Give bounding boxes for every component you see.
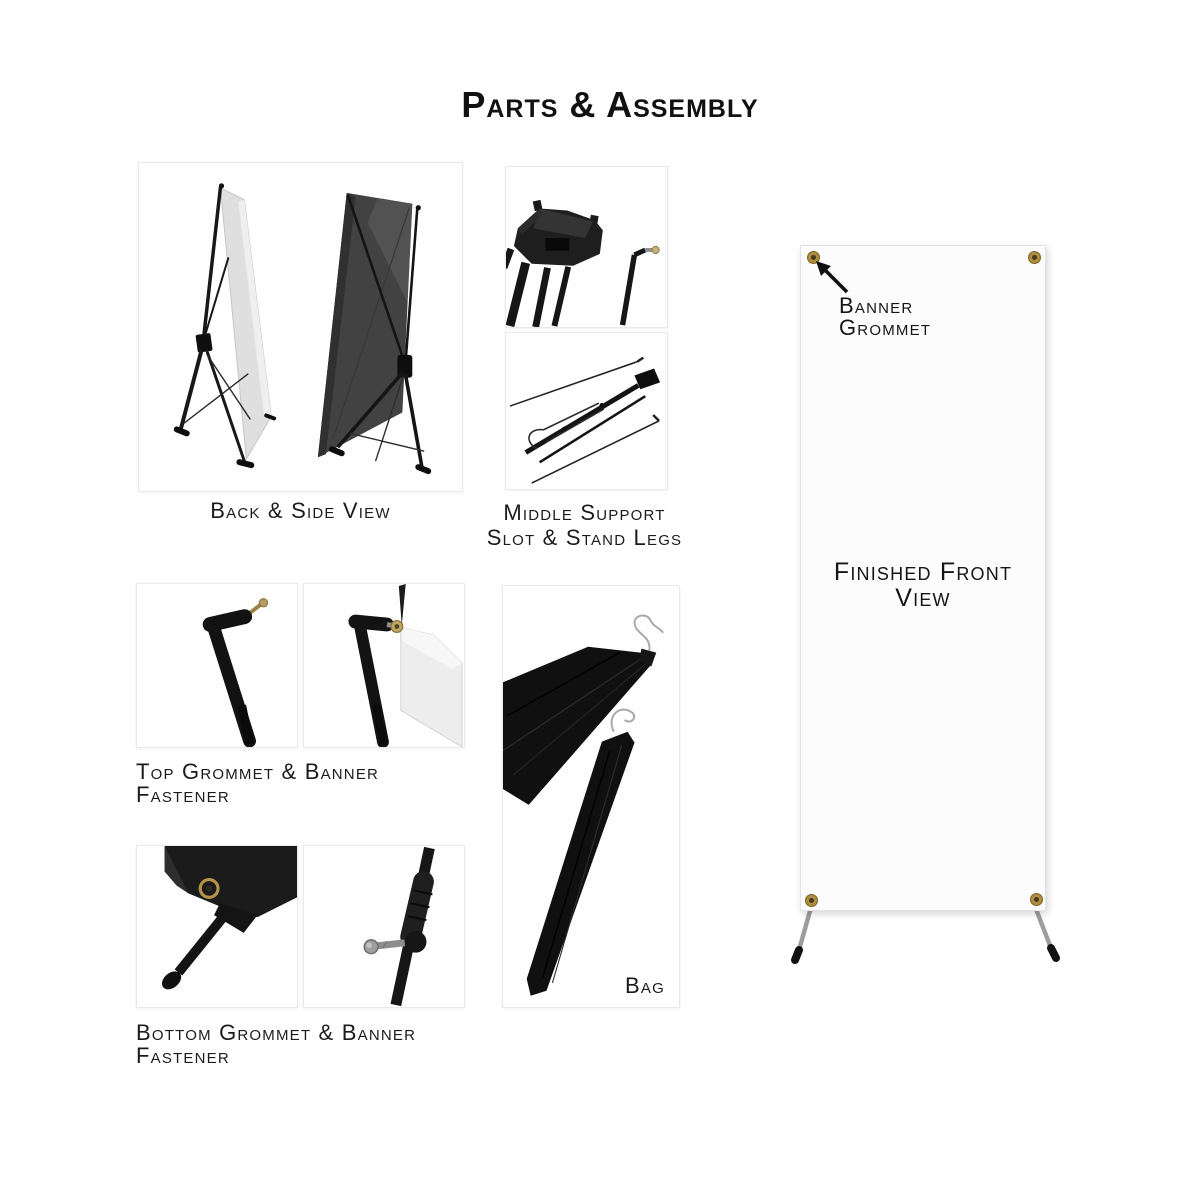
banner-corner: [399, 584, 462, 747]
arrow-icon: [811, 258, 855, 298]
stand-leg-foot: [158, 911, 227, 993]
banner-bottom-corner: [165, 846, 297, 933]
drawstring: [612, 710, 635, 732]
middle-support-illustration: [506, 167, 667, 327]
bag-photo: [502, 585, 680, 1008]
banner-stand-back-side-illustration: [139, 163, 462, 491]
stand-legs-illustration: [506, 333, 667, 489]
top-fastener-photo: [136, 583, 298, 748]
middle-support-hub: [506, 200, 603, 327]
finished-front-caption: [801, 559, 1045, 611]
top-grommet-caption: [136, 760, 379, 806]
side-view-stand: [177, 183, 274, 465]
finished-banner: [800, 245, 1046, 911]
bottom-grommet-photo: [136, 845, 298, 1008]
grommet-icon: [805, 894, 818, 907]
bag-caption: Bag: [625, 973, 665, 998]
grommet-icon: [1030, 893, 1043, 906]
caption-line: Top Grommet & Banner: [136, 759, 380, 784]
caption-line: Fastener: [136, 782, 230, 807]
stand-legs-bundle: [510, 358, 660, 483]
pole-with-fastener: [364, 848, 432, 1005]
back-side-view-caption: Back & Side View: [210, 498, 391, 523]
bottom-fastener-photo: [303, 845, 465, 1008]
caption-line: View: [895, 584, 951, 612]
caption-line: Bottom Grommet & Banner: [136, 1020, 417, 1045]
back-side-view-photo: [138, 162, 463, 492]
top-fastener-attached-illustration: [304, 584, 464, 747]
bag-illustration: [503, 586, 679, 1007]
top-fastener-attached: [355, 621, 402, 744]
caption-line: Middle Support: [503, 500, 666, 525]
page-title: Parts & Assembly: [461, 84, 759, 125]
bottom-grommet-caption: [136, 1021, 416, 1067]
top-fastener-banner-photo: [303, 583, 465, 748]
top-fastener-arm: [210, 599, 267, 744]
right-foot: [1051, 948, 1056, 958]
grommet-icon: [1028, 251, 1041, 264]
middle-support-caption: [462, 500, 707, 550]
top-fastener-illustration: [137, 584, 297, 747]
callout-line: Banner: [839, 293, 914, 318]
caption-line: Slot & Stand Legs: [486, 525, 683, 550]
caption-line: Finished Front: [833, 558, 1013, 586]
back-view-stand: [318, 193, 428, 471]
callout-line: Grommet: [839, 315, 932, 340]
bottom-fastener-illustration: [304, 846, 464, 1007]
drawstring: [635, 615, 664, 650]
left-foot: [795, 950, 799, 960]
caption-line: Fastener: [136, 1043, 230, 1068]
bottom-grommet-illustration: [137, 846, 297, 1007]
carry-bag-large: [503, 615, 663, 804]
fastener-rod: [623, 246, 660, 325]
middle-support-photo: [505, 166, 668, 328]
banner-grommet-callout: [839, 295, 931, 339]
stand-legs-photo: [505, 332, 668, 490]
